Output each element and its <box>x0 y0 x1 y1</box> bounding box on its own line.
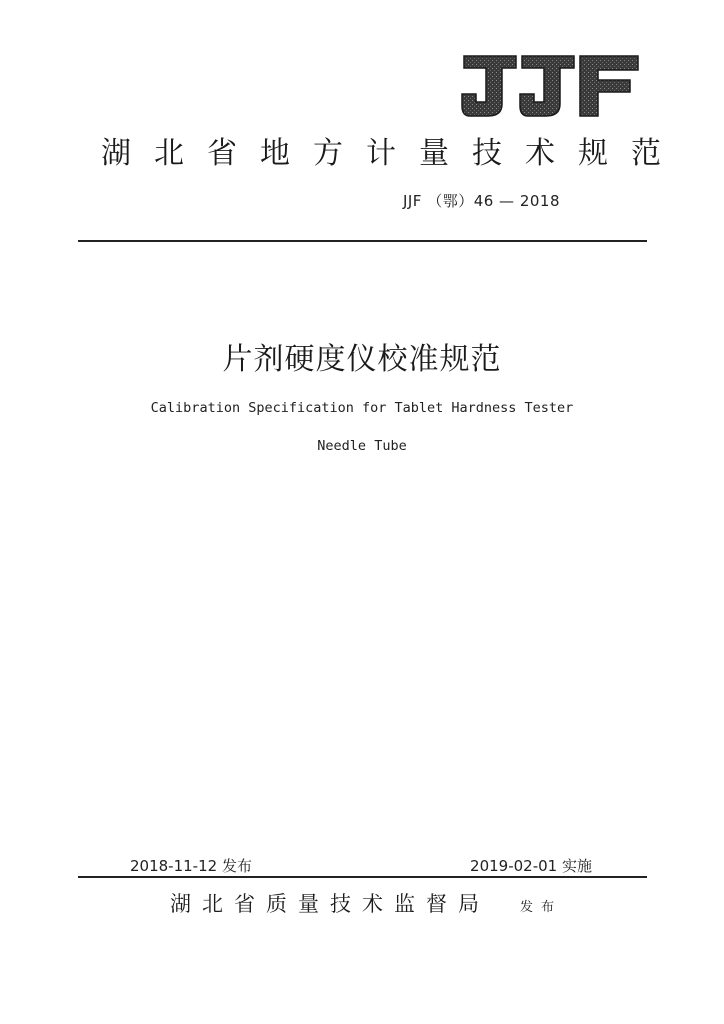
english-title: Calibration Specification for Tablet Hardness Tester <box>150 400 574 416</box>
issue-date: 2018-11-12 发布 <box>130 857 252 875</box>
bottom-divider <box>78 876 647 878</box>
issuer-name: 湖北省质量技术监督局 <box>170 892 490 916</box>
series-title: 湖北省地方计量技术规范 <box>101 136 684 171</box>
issuer-suffix: 发布 <box>520 900 563 915</box>
spec-number: JJF （鄂）46 — 2018 <box>402 192 560 210</box>
implementation-date: 2019-02-01 实施 <box>470 857 592 875</box>
top-divider <box>78 240 647 242</box>
jjf-logo <box>460 52 640 120</box>
english-subtitle: Needle Tube <box>317 438 407 454</box>
document-title: 片剂硬度仪校准规范 <box>222 342 502 377</box>
jjf-logo-graphic <box>460 52 640 120</box>
